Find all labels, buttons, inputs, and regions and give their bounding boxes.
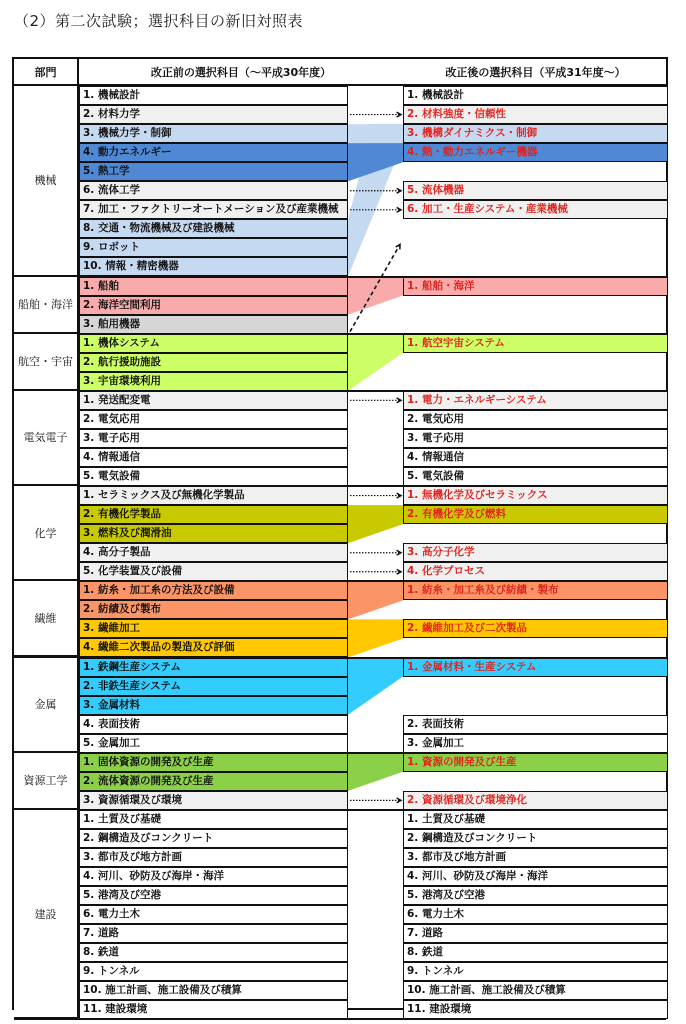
dept-cell: 電気電子 <box>14 391 79 486</box>
new-subject-row: 2. 鋼構造及びコンクリート <box>403 829 668 848</box>
old-subject-row: 1. 発送配変電 <box>79 391 348 410</box>
old-subject-row: 3. 舶用機器 <box>79 315 348 334</box>
new-subject-row: 6. 電力土木 <box>403 905 668 924</box>
new-subject-row: 2. 資源循環及び環境浄化 <box>403 791 668 810</box>
old-subject-row: 5. 電気設備 <box>79 467 348 486</box>
old-subject-row: 3. 宇宙環境利用 <box>79 372 348 391</box>
new-subject-row: 4. 情報通信 <box>403 448 668 467</box>
old-subject-row: 10. 情報・精密機器 <box>79 257 348 276</box>
new-subject-row: 1. 船舶・海洋 <box>403 277 668 296</box>
old-subject-row: 1. 機体システム <box>79 334 348 353</box>
new-subject-row: 6. 加工・生産システム・産業機械 <box>403 200 668 219</box>
new-subject-row: 1. 無機化学及びセラミックス <box>403 486 668 505</box>
new-subject-row: 2. 電気応用 <box>403 410 668 429</box>
old-subject-row: 3. 金属材料 <box>79 696 348 715</box>
old-subject-row: 3. 電子応用 <box>79 429 348 448</box>
old-subject-row: 4. 高分子製品 <box>79 543 348 562</box>
new-subject-row: 3. 高分子化学 <box>403 543 668 562</box>
old-subject-row: 4. 表面技術 <box>79 715 348 734</box>
old-subject-row: 5. 熱工学 <box>79 162 348 181</box>
old-subject-row: 11. 建設環境 <box>79 1000 348 1019</box>
new-subject-row: 3. 都市及び地方計画 <box>403 848 668 867</box>
new-subject-row: 1. 資源の開発及び生産 <box>403 753 668 772</box>
new-subject-row: 1. 電力・エネルギーシステム <box>403 391 668 410</box>
old-subject-row: 4. 繊維二次製品の製造及び評価 <box>79 638 348 657</box>
page-title: （2）第二次試験；選択科目の新旧対照表 <box>14 12 304 30</box>
old-subject-row: 1. 鉄鋼生産システム <box>79 658 348 677</box>
old-subject-row: 1. 固体資源の開発及び生産 <box>79 753 348 772</box>
header-new-subjects: 改正後の選択科目（平成31年度～） <box>403 59 668 86</box>
new-subject-row: 7. 道路 <box>403 924 668 943</box>
old-subject-row: 1. 機械設計 <box>79 86 348 105</box>
old-subject-row: 6. 電力土木 <box>79 905 348 924</box>
header-old-subjects: 改正前の選択科目（～平成30年度） <box>79 59 403 86</box>
new-subject-row: 1. 紡糸・加工糸及び紡績・製布 <box>403 581 668 600</box>
old-subject-row: 1. セラミックス及び無機化学製品 <box>79 486 348 505</box>
new-subject-row: 3. 電子応用 <box>403 429 668 448</box>
old-subject-row: 4. 情報通信 <box>79 448 348 467</box>
old-subject-row: 6. 流体工学 <box>79 181 348 200</box>
new-subject-row: 5. 港湾及び空港 <box>403 886 668 905</box>
old-subject-row: 2. 有機化学製品 <box>79 505 348 524</box>
old-subject-row: 5. 港湾及び空港 <box>79 886 348 905</box>
new-subject-row: 2. 繊維加工及び二次製品 <box>403 619 668 638</box>
new-subject-row: 4. 化学プロセス <box>403 562 668 581</box>
old-subject-row: 9. トンネル <box>79 962 348 981</box>
old-subject-row: 2. 紡績及び製布 <box>79 600 348 619</box>
old-subject-row: 2. 鋼構造及びコンクリート <box>79 829 348 848</box>
dept-cell: 機械 <box>14 86 79 277</box>
new-subject-row: 2. 表面技術 <box>403 715 668 734</box>
old-subject-row: 2. 流体資源の開発及び生産 <box>79 772 348 791</box>
dept-cell: 航空・宇宙 <box>14 334 79 391</box>
old-subject-row: 5. 金属加工 <box>79 734 348 753</box>
old-subject-row: 10. 施工計画、施工設備及び積算 <box>79 981 348 1000</box>
new-subject-row: 10. 施工計画、施工設備及び積算 <box>403 981 668 1000</box>
old-subject-row: 8. 鉄道 <box>79 943 348 962</box>
old-subject-row: 2. 電気応用 <box>79 410 348 429</box>
old-subject-row: 2. 航行援助施設 <box>79 353 348 372</box>
old-subject-row: 1. 土質及び基礎 <box>79 810 348 829</box>
dept-cell: 化学 <box>14 486 79 581</box>
old-subject-row: 3. 燃料及び潤滑油 <box>79 524 348 543</box>
old-subject-row: 4. 動力エネルギー <box>79 143 348 162</box>
new-subject-row: 1. 土質及び基礎 <box>403 810 668 829</box>
old-subject-row: 7. 加工・ファクトリーオートメーション及び産業機械 <box>79 200 348 219</box>
new-subject-row: 1. 機械設計 <box>403 86 668 105</box>
dept-cell: 船舶・海洋 <box>14 277 79 334</box>
dept-cell: 資源工学 <box>14 753 79 810</box>
old-subject-row: 8. 交通・物流機械及び建設機械 <box>79 219 348 238</box>
dept-cell: 金属 <box>14 658 79 753</box>
new-subject-row: 1. 金属材料・生産システム <box>403 658 668 677</box>
old-subject-row: 5. 化学装置及び設備 <box>79 562 348 581</box>
old-subject-row: 3. 機械力学・制御 <box>79 124 348 143</box>
new-subject-row: 5. 流体機器 <box>403 181 668 200</box>
new-subject-row: 3. 機構ダイナミクス・制御 <box>403 124 668 143</box>
new-subject-row: 2. 有機化学及び燃料 <box>403 505 668 524</box>
old-subject-row: 3. 繊維加工 <box>79 619 348 638</box>
new-subject-row: 5. 電気設備 <box>403 467 668 486</box>
new-subject-row: 9. トンネル <box>403 962 668 981</box>
new-subject-row: 8. 鉄道 <box>403 943 668 962</box>
new-subject-row: 1. 航空宇宙システム <box>403 334 668 353</box>
new-subject-row: 2. 材料強度・信頼性 <box>403 105 668 124</box>
old-subject-row: 2. 非鉄生産システム <box>79 677 348 696</box>
old-subject-row: 3. 資源循環及び環境 <box>79 791 348 810</box>
new-subject-row: 11. 建設環境 <box>403 1000 668 1019</box>
dept-cell: 繊維 <box>14 581 79 657</box>
header-dept: 部門 <box>14 59 79 86</box>
old-subject-row: 9. ロボット <box>79 238 348 257</box>
old-subject-row: 2. 海洋空間利用 <box>79 296 348 315</box>
old-subject-row: 1. 船舶 <box>79 277 348 296</box>
old-subject-row: 3. 都市及び地方計画 <box>79 848 348 867</box>
old-subject-row: 4. 河川、砂防及び海岸・海洋 <box>79 867 348 886</box>
old-subject-row: 2. 材料力学 <box>79 105 348 124</box>
dept-divider <box>14 1018 666 1020</box>
new-subject-row: 4. 熱・動力エネルギー機器 <box>403 143 668 162</box>
old-subject-row: 1. 紡糸・加工糸の方法及び設備 <box>79 581 348 600</box>
dept-cell: 建設 <box>14 810 79 1020</box>
new-subject-row: 3. 金属加工 <box>403 734 668 753</box>
comparison-table <box>12 57 668 1016</box>
new-subject-row: 4. 河川、砂防及び海岸・海洋 <box>403 867 668 886</box>
old-subject-row: 7. 道路 <box>79 924 348 943</box>
